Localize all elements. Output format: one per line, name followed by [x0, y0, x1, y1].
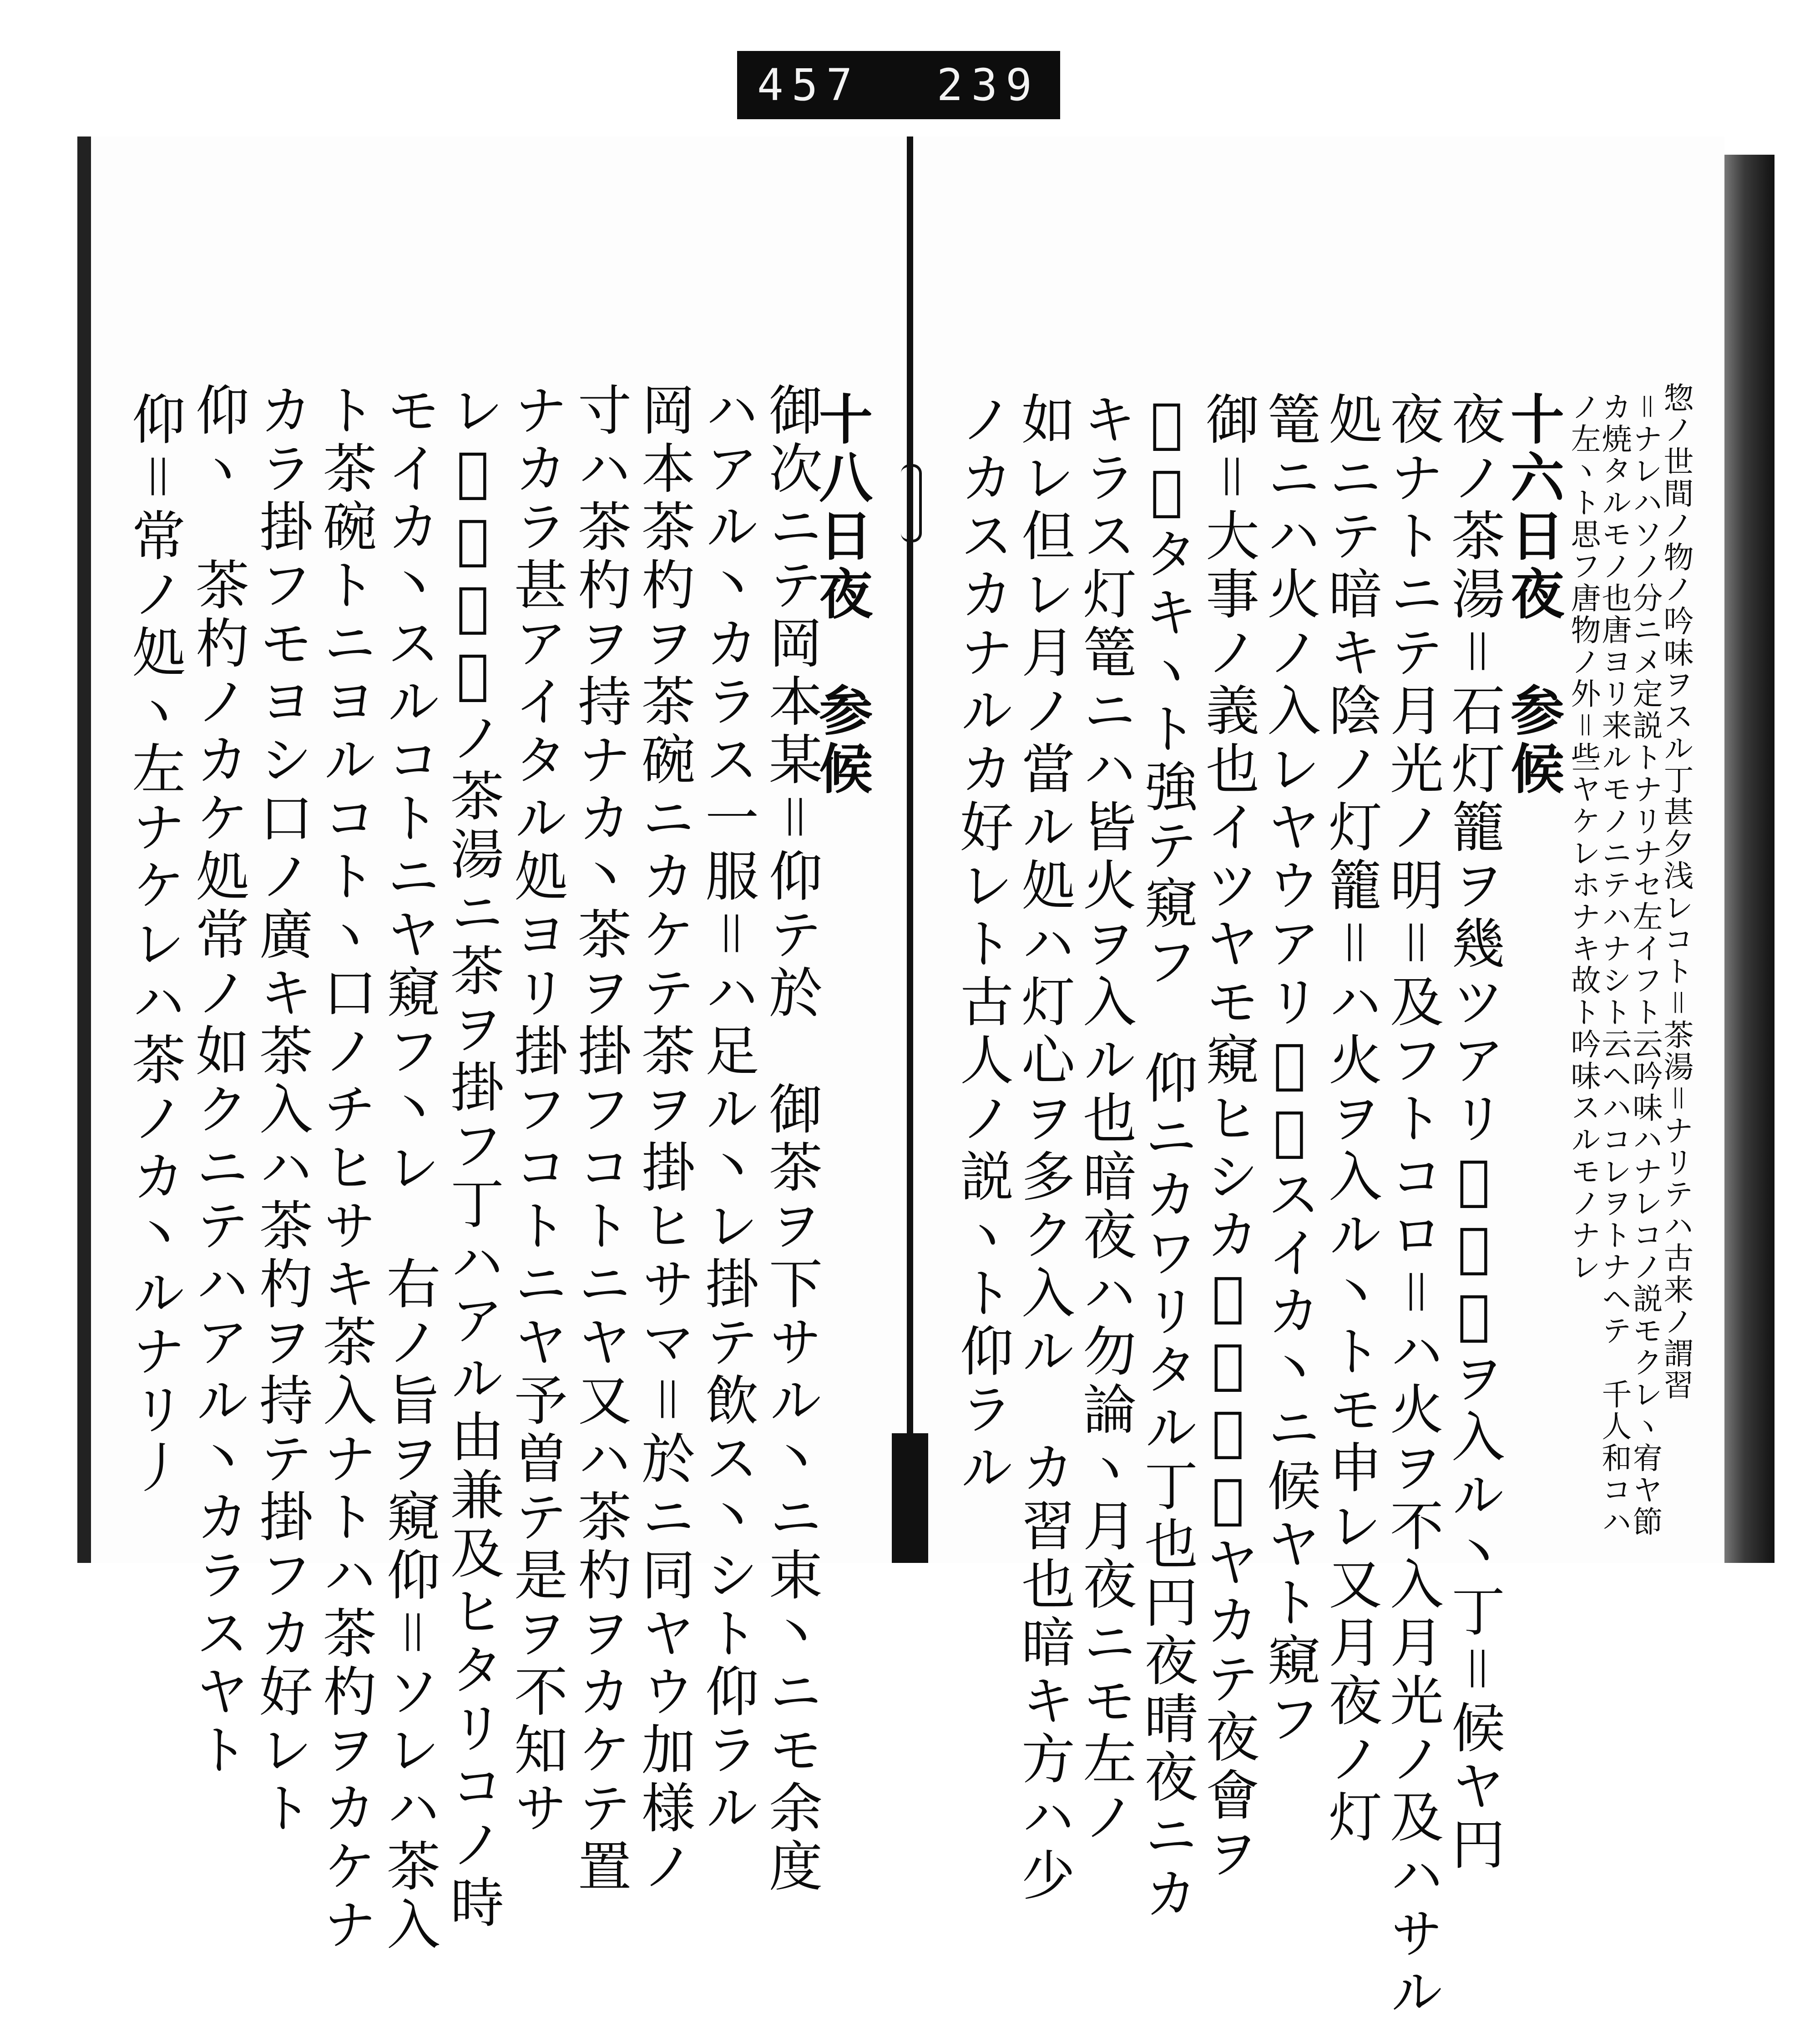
left-text-line: カラ掛フモヨシ口ノ廣キ茶入ハ茶杓ヲ持テ掛フカ好レト: [250, 382, 313, 1838]
left-text-line: ハアル丶カラス一服＝ハ足ル丶レ掛テ飲ス丶シト仰ラル: [696, 382, 759, 1838]
left-text-line: ト茶碗トニヨルコトヽ口ノチヒサキ茶入ナトハ茶杓ヲカケナ: [314, 382, 377, 1955]
right-text-line: 如レ但レ月ノ當ル処ハ灯心ヲ多ク入ル カ習也暗キ方ハ少: [1012, 391, 1075, 1906]
right-text-line: キラス灯篭ニハ皆火ヲ入ル也暗夜ハ勿論ヽ月夜ニモ左ノ: [1074, 391, 1137, 1847]
left-text-line: ナカラ甚アイタル処ヨリ掛フコトニヤ予曽テ是ヲ不知サ: [505, 382, 568, 1838]
right-text-line: 𪜈仕タキヽト強テ窺フ 仰ニカワリタル丁也円夜晴夜ニカ: [1135, 391, 1198, 1924]
right-page: [910, 136, 1724, 2022]
right-note-line: 惣ノ世間ノ物ノ吟味ヲスル丁甚夕浅レコト＝茶湯＝ナリテハ古来ノ謂習: [1658, 382, 1694, 1401]
left-text-line: 仰ヽ 茶杓ノカケ処常ノ如クニテハアル丶カラスヤト: [187, 382, 249, 1780]
left-text-line: 仰＝常ノ処ヽ左ナケレハ茶ノカ丶ルナリ丿: [123, 391, 186, 1498]
right-text-line: 夜ナトニテ月光ノ明＝及フトコロ＝ハ火ヲ不入月光ノ及ハサル: [1381, 391, 1444, 2022]
right-text-line: 夜ノ茶湯＝石灯籠ヲ幾ツアリ𪜈皆火ヲ入ル丶丁＝候ヤ円: [1442, 391, 1505, 1875]
binding-clip: [901, 464, 922, 542]
right-text-line: ノカスカナルカ好レト古人ノ説ヽト仰ラル: [951, 391, 1014, 1498]
open-book: [77, 136, 1774, 2022]
right-note-line: カ焼タルモノ也唐ヨリ来ルモノニテハナシト云ヘハコレヲトナヘテ 千人和コハ: [1597, 391, 1632, 1538]
archive-label: [737, 51, 1060, 119]
book-gutter: [907, 136, 913, 1563]
label-left-number: 457: [757, 60, 861, 111]
right-text-line: 御＝大事ノ義也イツヤモ窺ヒシカ𪜈甚仰也ヤカテ夜會ヲ: [1197, 391, 1259, 1884]
left-text-line: モイカ丶スルコトニヤ窺フ丶レ 右ノ旨ヲ窺仰＝ソレハ茶入: [378, 382, 440, 1955]
left-text-line: 御次ニテ岡本某＝仰テ於 御茶ヲ下サル丶ニ束丶ニモ余度: [760, 382, 823, 1896]
left-text-line: レ𪜈大東丶ノ茶湯ニ茶ヲ掛フ丁ハアル由兼及ヒタリコノ時: [441, 382, 504, 1933]
left-page-heading: 十八日夜 参候: [810, 391, 873, 799]
book-edge-right: [1724, 155, 1774, 1563]
right-text-line: 処ニテ暗キ陰ノ灯籠＝ハ火ヲ入ル丶トモ申レ又月夜ノ灯: [1320, 391, 1382, 1847]
left-page: [77, 136, 919, 1955]
right-page-heading: 十六日夜 参候: [1502, 391, 1565, 799]
left-text-line: 寸ハ茶杓ヲ持ナカ丶茶ヲ掛フコトニヤ又ハ茶杓ヲカケテ置: [569, 382, 632, 1896]
right-text-line: 篭ニハ火ノ入レヤウアリ𪜈申スイカ丶ニ候ヤト窺フ: [1258, 391, 1321, 1749]
book-spine-foot: [892, 1433, 928, 1563]
label-right-number: 239: [936, 60, 1040, 111]
left-text-line: 岡本茶杓ヲ茶碗ニカケテ茶ヲ掛ヒサマ＝於ニ同ヤウ加様ノ: [632, 382, 695, 1896]
right-note-line: ノ左ヽト思フ唐物ノ外＝些ヤケレホナキ故ト吟味スルモノナレ: [1566, 391, 1601, 1283]
right-note-line: ＝ナレハソノ分ニメ定説トナリナセ左イフト云吟味ハナレコノ説モクレヽ宥ヤ節: [1628, 391, 1663, 1538]
